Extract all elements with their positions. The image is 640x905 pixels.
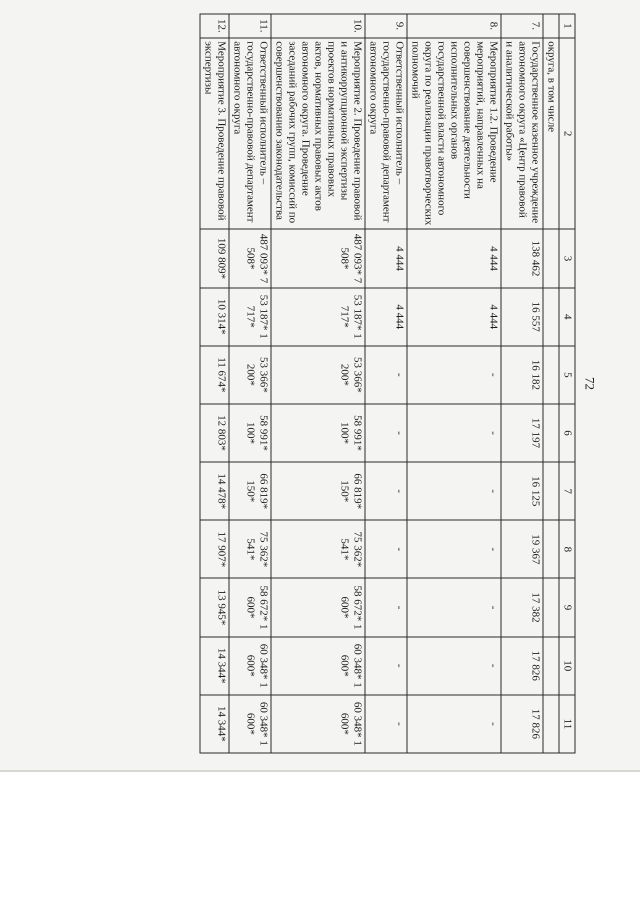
value-cell: 4 444	[365, 229, 407, 287]
value-cell: 66 819* 150*	[271, 462, 365, 520]
row-number: 11.	[229, 14, 271, 38]
value-cell: 53 187* 1 717*	[229, 287, 271, 345]
value-cell: 14 478*	[200, 462, 229, 520]
table-row	[501, 14, 543, 753]
value-cell: 17 197	[501, 403, 543, 461]
row-name: Мероприятие 3. Проведение правовой экспертизы	[200, 37, 229, 229]
row-number: 9.	[365, 14, 407, 38]
row-number: 7.	[501, 14, 543, 38]
header-cell: 3	[559, 229, 575, 287]
value-cell: 60 348* 1 600*	[229, 694, 271, 752]
value-cell: 60 348* 1 600*	[271, 636, 365, 694]
table-row	[543, 14, 559, 753]
value-cell: -	[407, 462, 501, 520]
value-cell: 17 826	[501, 694, 543, 752]
value-cell: 487 093* 7 508*	[271, 229, 365, 287]
value-cell: -	[365, 636, 407, 694]
value-cell	[543, 345, 559, 403]
row-name: Ответственный исполнитель – государственно-правовой департамент автономного округа	[365, 37, 407, 229]
row-number: 10.	[271, 14, 365, 38]
value-cell	[543, 403, 559, 461]
table-row	[271, 14, 365, 753]
value-cell: 58 672* 1 600*	[229, 578, 271, 636]
header-cell: 7	[559, 462, 575, 520]
header-cell: 4	[559, 287, 575, 345]
value-cell: 4 444	[407, 287, 501, 345]
table-row	[365, 14, 407, 753]
row-name: Ответственный исполнитель – государственно-правовой департамент автономного округа	[229, 37, 271, 229]
value-cell: -	[365, 403, 407, 461]
value-cell: -	[365, 694, 407, 752]
value-cell: 17 907*	[200, 520, 229, 578]
header-cell: 8	[559, 520, 575, 578]
value-cell	[543, 636, 559, 694]
value-cell: -	[407, 345, 501, 403]
value-cell: 17 826	[501, 636, 543, 694]
page-number: 72	[582, 376, 598, 390]
value-cell: 60 348* 1 600*	[229, 636, 271, 694]
value-cell: 16 557	[501, 287, 543, 345]
value-cell: -	[365, 462, 407, 520]
row-number: 12.	[200, 14, 229, 38]
value-cell: -	[407, 578, 501, 636]
header-cell: 5	[559, 345, 575, 403]
value-cell: 53 187* 1 717*	[271, 287, 365, 345]
value-cell: 58 991* 100*	[271, 403, 365, 461]
value-cell	[543, 520, 559, 578]
value-cell: -	[365, 345, 407, 403]
header-cell: 11	[559, 694, 575, 752]
table-row	[407, 14, 501, 753]
value-cell: 12 803*	[200, 403, 229, 461]
header-cell: 10	[559, 636, 575, 694]
value-cell: 53 366* 200*	[271, 345, 365, 403]
value-cell: 487 093* 7 508*	[229, 229, 271, 287]
value-cell: 75 362* 541*	[229, 520, 271, 578]
value-cell: -	[407, 694, 501, 752]
row-name: Государственное казенное учреждение автономного округа «Центр правовой и аналитической работы»	[501, 37, 543, 229]
budget-table	[200, 13, 576, 753]
table-row	[229, 14, 271, 753]
value-cell: 58 991* 100*	[229, 403, 271, 461]
row-name: Мероприятие 2. Проведение правовой и антикоррупционной экспертизы проектов нормативных правовых актов, нормативных правовых актов автономного округа. Проведение заседаний рабочих групп, комиссий по совершенствованию законодательства	[271, 37, 365, 229]
value-cell: 66 819* 150*	[229, 462, 271, 520]
value-cell: -	[407, 403, 501, 461]
value-cell: 16 125	[501, 462, 543, 520]
value-cell: 17 382	[501, 578, 543, 636]
value-cell	[543, 462, 559, 520]
row-name: Мероприятие 1.2. Проведение мероприятий, направленных на совершенствование деятельности исполнительных органов государственной власти автономного округа по реализации правотворческих полномочий	[407, 37, 501, 229]
row-name: округа, в том числе	[543, 37, 559, 229]
row-number: 8.	[407, 14, 501, 38]
value-cell: 14 344*	[200, 694, 229, 752]
value-cell: -	[365, 578, 407, 636]
value-cell: 109 809*	[200, 229, 229, 287]
value-cell: 138 462	[501, 229, 543, 287]
header-cell: 6	[559, 403, 575, 461]
value-cell: 60 348* 1 600*	[271, 694, 365, 752]
value-cell: 14 344*	[200, 636, 229, 694]
value-cell: -	[365, 520, 407, 578]
value-cell: 4 444	[365, 287, 407, 345]
value-cell: 53 366* 200*	[229, 345, 271, 403]
value-cell: 75 362* 541*	[271, 520, 365, 578]
value-cell	[543, 694, 559, 752]
value-cell: 10 314*	[200, 287, 229, 345]
value-cell: -	[407, 636, 501, 694]
header-cell: 2	[559, 37, 575, 229]
scan-edge	[0, 770, 640, 772]
value-cell	[543, 229, 559, 287]
value-cell: 4 444	[407, 229, 501, 287]
value-cell	[543, 578, 559, 636]
value-cell: -	[407, 520, 501, 578]
table-row	[200, 14, 229, 753]
row-number	[543, 14, 559, 38]
value-cell: 19 367	[501, 520, 543, 578]
value-cell: 11 674*	[200, 345, 229, 403]
rotated-document	[43, 13, 598, 753]
value-cell: 58 672* 1 600*	[271, 578, 365, 636]
value-cell	[543, 287, 559, 345]
header-cell: 9	[559, 578, 575, 636]
header-cell: 1	[559, 14, 575, 38]
value-cell: 13 945*	[200, 578, 229, 636]
header-row	[559, 14, 575, 753]
value-cell: 16 182	[501, 345, 543, 403]
